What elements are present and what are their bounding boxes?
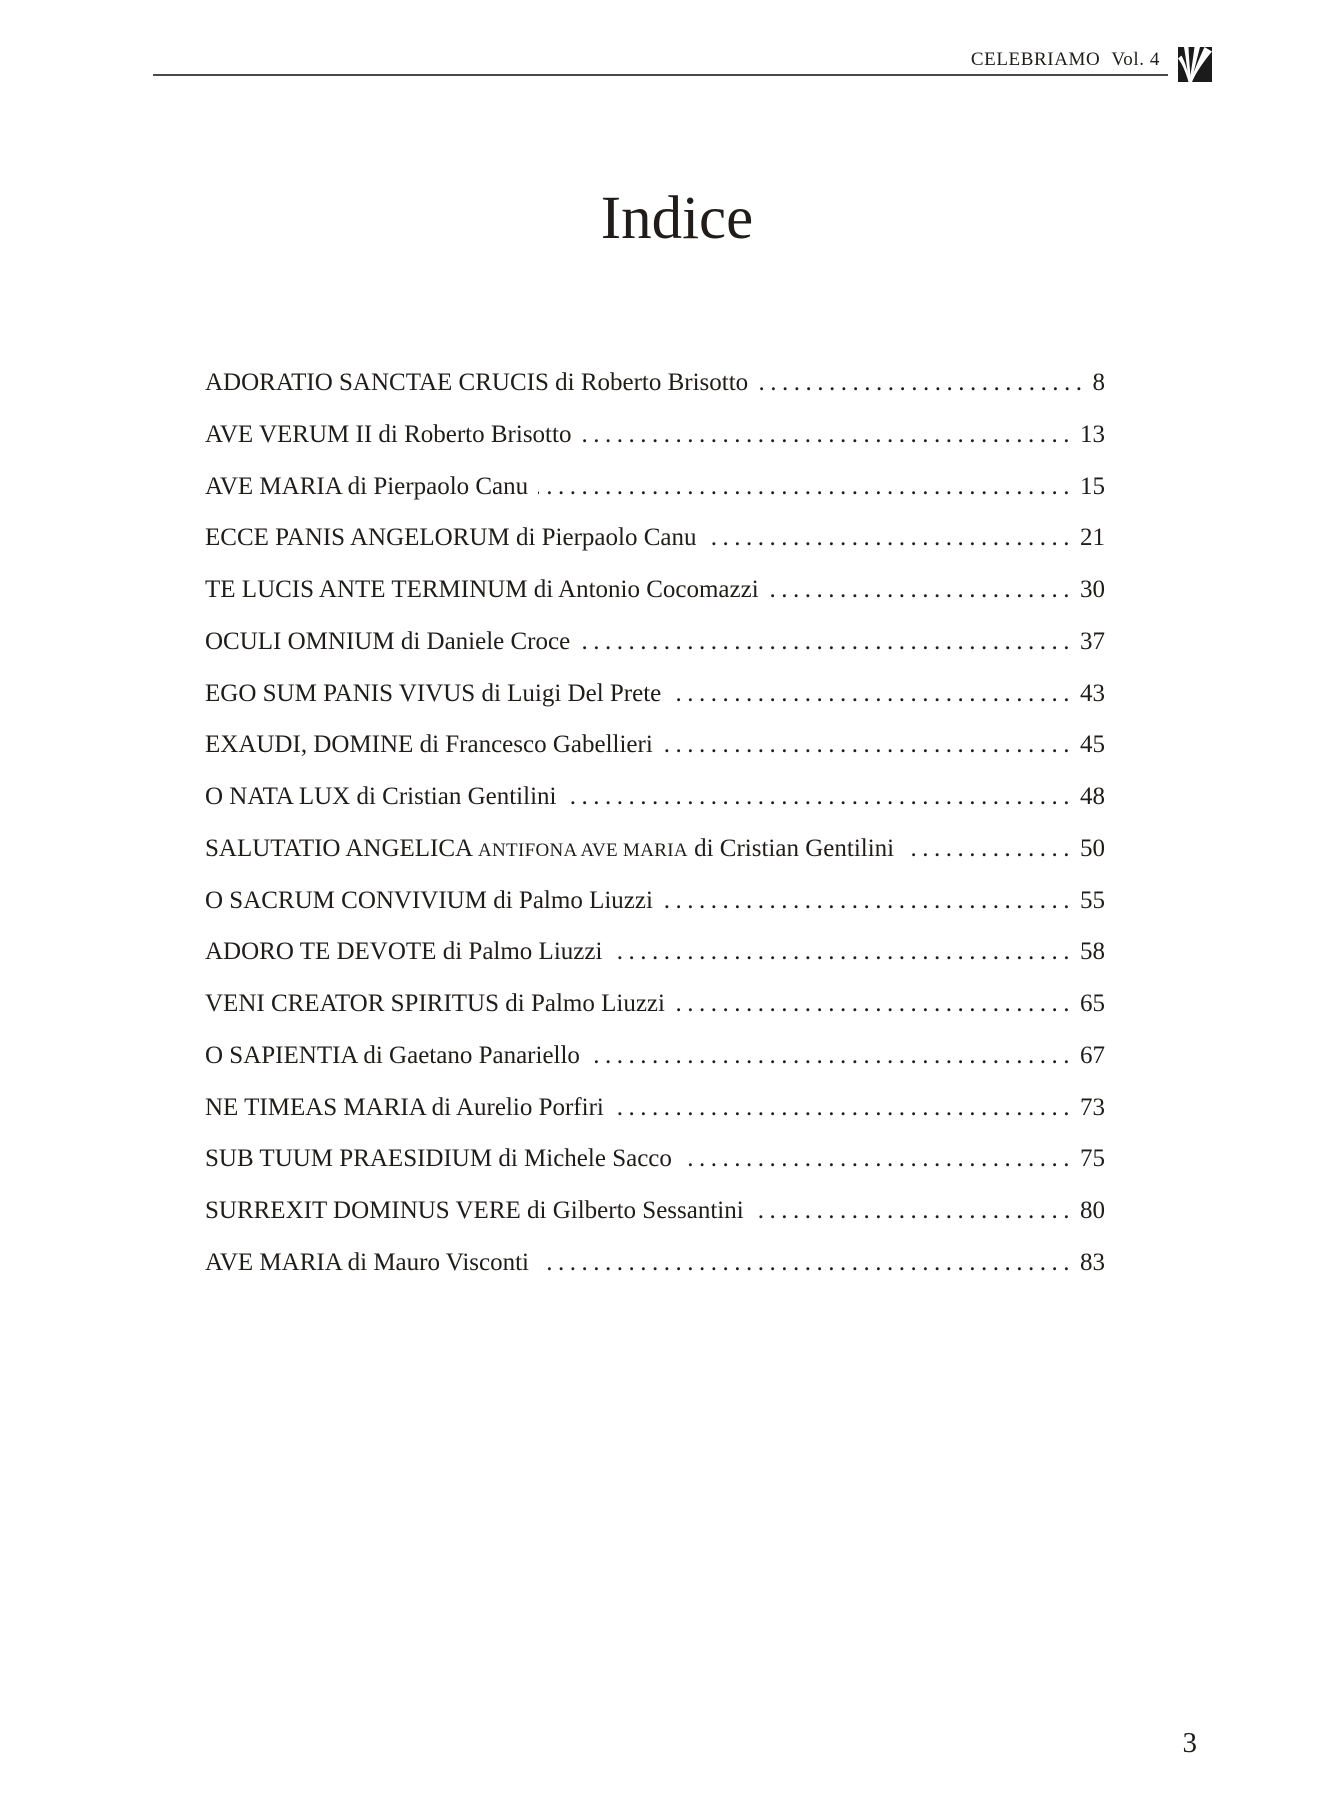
toc-entry-subtitle: ANTIFONA AVE MARIA [478,839,688,861]
toc-entry-page: 8 [1092,369,1105,396]
toc-entry-author: di Francesco Gabellieri [419,731,653,759]
toc-entry-title: OCULI OMNIUM [205,627,395,655]
toc-entry-title: TE LUCIS ANTE TERMINUM [205,576,528,603]
toc-entry-title: ADORO TE DEVOTE [205,938,437,966]
toc-entry-page: 75 [1080,1145,1105,1173]
toc-entry-author: di Roberto Brisotto [378,420,572,448]
toc-entry-label [205,875,653,927]
table-of-contents [205,357,1105,1289]
dot-leader [758,357,1087,409]
toc-entry-title: ADORATIO SANCTAE CRUCIS [205,369,549,396]
toc-entry-title: AVE MARIA [205,472,342,500]
toc-entry [205,1237,1105,1289]
toc-entry [205,1133,1105,1185]
toc-entry [205,1082,1105,1134]
toc-entry-author: di Pierpaolo Canu [347,472,529,500]
toc-entry-label [205,1030,580,1082]
toc-entry-label [205,616,570,668]
toc-entry [205,978,1105,1030]
toc-entry-page: 55 [1080,886,1105,914]
toc-entry [205,1185,1105,1237]
toc-entry-title: EXAUDI, DOMINE [205,731,414,759]
toc-entry-author: di Antonio Cocomazzi [533,576,759,603]
toc-entry-author: di Gilberto Sessantini [527,1197,744,1224]
toc-entry [205,771,1105,823]
toc-entry-title: O SACRUM CONVIVIUM [205,886,487,914]
toc-entry-label [205,978,665,1030]
toc-entry-title: EGO SUM PANIS VIVUS [205,679,476,707]
toc-entry-label [205,409,571,461]
header-rule [153,74,1168,76]
toc-entry-label [205,357,748,409]
toc-entry [205,616,1105,668]
dot-leader [671,668,1075,720]
dot-leader [614,1082,1075,1134]
toc-entry-page: 67 [1080,1041,1105,1069]
running-header [971,49,1160,71]
fan-pages-logo-icon [1178,47,1212,82]
dot-leader [590,1030,1075,1082]
toc-entry-author: di Mauro Visconti [347,1248,529,1276]
toc-entry-label [205,1133,672,1185]
toc-entry-label [205,512,696,564]
toc-entry-label [205,668,661,720]
toc-entry-title: VENI CREATOR SPIRITUS [205,990,500,1017]
toc-entry-page: 58 [1080,938,1105,966]
dot-leader [663,719,1075,771]
dot-leader [566,771,1075,823]
toc-entry [205,668,1105,720]
toc-entry-page: 50 [1080,834,1105,862]
toc-entry-author: di Palmo Liuzzi [493,886,653,914]
toc-entry-page: 15 [1080,472,1105,500]
page-number: 3 [1182,1727,1197,1759]
dot-leader [581,409,1075,461]
toc-entry [205,357,1105,409]
toc-entry-author: di Cristian Gentilini [356,783,557,810]
toc-entry-page: 45 [1080,731,1105,759]
toc-entry-author: di Gaetano Panariello [363,1041,580,1069]
dot-leader [538,461,1075,513]
dot-leader [663,875,1075,927]
toc-entry-title: O NATA LUX [205,783,351,810]
toc-entry-title: SUB TUUM PRAESIDIUM [205,1145,493,1173]
dot-leader [675,978,1075,1030]
dot-leader [612,926,1075,978]
dot-leader [706,512,1075,564]
dot-leader [769,564,1075,616]
toc-entry-label [205,926,602,978]
toc-entry-author: di Palmo Liuzzi [442,938,603,966]
dot-leader [580,616,1075,668]
toc-entry-title: SALUTATIO ANGELICA [205,834,472,862]
toc-entry-author: di Roberto Brisotto [555,369,749,396]
book-title: CELEBRIAMO [970,49,1101,70]
toc-entry-title: O SAPIENTIA [205,1041,358,1069]
toc-entry-page: 80 [1080,1197,1105,1224]
toc-entry-page: 83 [1080,1248,1105,1276]
toc-entry-label [205,1082,604,1134]
toc-entry [205,461,1105,513]
toc-entry-author: di Michele Sacco [498,1145,672,1173]
toc-entry-author: di Palmo Liuzzi [505,990,665,1017]
toc-entry-author: di Aurelio Porfiri [431,1093,604,1121]
toc-entry [205,719,1105,771]
toc-entry-title: AVE MARIA [205,1248,342,1276]
toc-entry [205,512,1105,564]
toc-entry-label [205,1185,744,1237]
dot-leader [904,823,1075,875]
toc-entry-title: SURREXIT DOMINUS VERE [205,1197,521,1224]
toc-entry-label [205,771,556,823]
toc-entry-page: 48 [1080,783,1105,810]
toc-entry-page: 13 [1080,420,1105,448]
toc-entry-page: 21 [1080,524,1105,552]
toc-entry [205,564,1105,616]
toc-entry-label [205,719,653,771]
toc-entry-label [205,1237,529,1289]
volume-label: Vol. 4 [1111,49,1160,70]
toc-entry-page: 65 [1080,990,1105,1017]
dot-leader [754,1185,1075,1237]
toc-entry-label [205,823,894,875]
toc-entry-page: 43 [1080,679,1105,707]
toc-entry-title: AVE VERUM II [205,420,373,448]
toc-entry [205,409,1105,461]
toc-entry-author: di Daniele Croce [400,627,571,655]
toc-entry-author: di Luigi Del Prete [481,679,662,707]
toc-entry-label [205,564,759,616]
toc-entry-page: 30 [1080,576,1105,603]
toc-entry-author: di Pierpaolo Canu [515,524,697,552]
toc-entry [205,823,1105,875]
page-title: Indice [600,185,754,252]
toc-entry-title: ECCE PANIS ANGELORUM [205,524,510,552]
toc-entry-page: 73 [1080,1093,1105,1121]
toc-entry-label [205,461,528,513]
toc-entry [205,875,1105,927]
toc-entry [205,926,1105,978]
dot-leader [539,1237,1075,1289]
toc-entry [205,1030,1105,1082]
dot-leader [682,1133,1075,1185]
toc-entry-title: NE TIMEAS MARIA [205,1093,426,1121]
toc-entry-author: di Cristian Gentilini [694,834,895,862]
toc-entry-page: 37 [1080,627,1105,655]
